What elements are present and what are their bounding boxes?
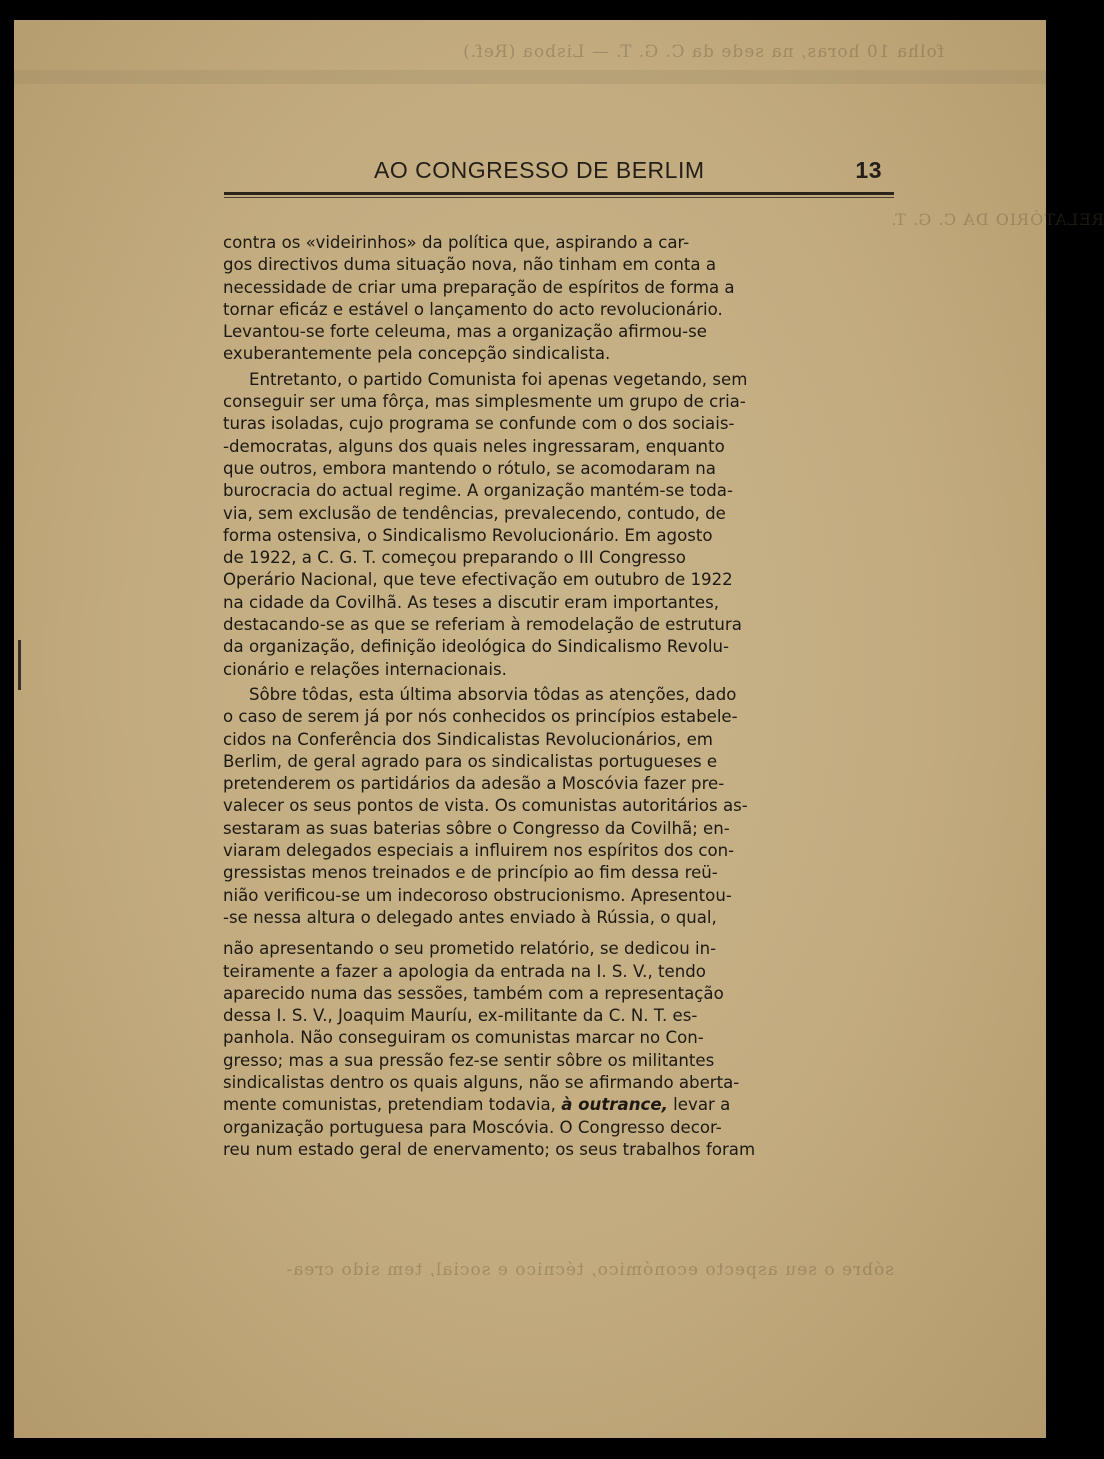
page-section-lower — [223, 938, 891, 1161]
text-line: Levantou-se forte celeuma, mas a organização afirmou-se — [223, 322, 707, 342]
text-line: tornar eficáz e estável o lançamento do acto revolucionário. — [223, 299, 723, 319]
text-line: via, sem exclusão de tendências, prevalecendo, contudo, de — [223, 503, 726, 523]
header-rule-thin — [224, 197, 894, 198]
text-line: organização portuguesa para Moscóvia. O Congresso decor- — [223, 1117, 722, 1137]
text-line: Berlim, de geral agrado para os sindicalistas portugueses e — [223, 751, 718, 771]
text-line: -se nessa altura o delegado antes enviado à Rússia, o qual, — [223, 907, 717, 927]
text-line: exuberantemente pela concepção sindicalista. — [223, 344, 611, 364]
text-line: da organização, definição ideológica do Sindicalismo Revolu- — [223, 637, 729, 657]
text-segment: levar a — [667, 1095, 731, 1115]
text-line: -democratas, alguns dos quais neles ingressaram, enquanto — [223, 436, 725, 456]
text-line: necessidade de criar uma preparação de espíritos de forma a — [223, 277, 735, 297]
text-line: nião verificou-se um indecoroso obstrucionismo. Apresentou- — [223, 885, 732, 905]
paragraph-2 — [223, 369, 891, 681]
text-line: panhola. Não conseguiram os comunistas marcar no Con- — [223, 1028, 704, 1048]
page-sheet — [14, 20, 1104, 1438]
running-header — [374, 157, 894, 187]
page-number: 13 — [855, 157, 882, 183]
text-line: turas isoladas, cujo programa se confunde com o dos sociais- — [223, 414, 735, 434]
text-line: gressistas menos treinados e de princípio ao fim dessa reü- — [223, 863, 718, 883]
text-line: viaram delegados especiais a influirem nos espíritos dos con- — [223, 841, 735, 861]
text-line: conseguir ser uma fôrça, mas simplesmente um grupo de cria- — [223, 392, 746, 412]
text-line: o caso de serem já por nós conhecidos os princípios estabele- — [223, 707, 738, 727]
text-line: pretenderem os partidários da adesão a Moscóvia fazer pre- — [223, 774, 725, 794]
text-line: gos directivos duma situação nova, não tinham em conta a — [223, 255, 717, 275]
text-line: valecer os seus pontos de vista. Os comunistas autoritários as- — [223, 796, 748, 816]
text-line: Entretanto, o partido Comunista foi apenas vegetando, sem — [249, 369, 748, 389]
text-line: teiramente a fazer a apologia da entrada na I. S. V., tendo — [223, 961, 706, 981]
text-line: burocracia do actual regime. A organização mantém-se toda- — [223, 481, 733, 501]
text-line: Operário Nacional, que teve efectivação em outubro de 1922 — [223, 570, 733, 590]
text-line: gresso; mas a sua pressão fez-se sentir sôbre os militantes — [223, 1050, 715, 1070]
show-through-text: sóbre o seu aspecto económico, técnico e social, tem sido crea- — [285, 1260, 894, 1280]
paragraph-1 — [223, 232, 891, 366]
text-line — [223, 1094, 891, 1116]
text-line: na cidade da Covilhã. As teses a discutir eram importantes, — [223, 592, 719, 612]
header-rule — [224, 192, 894, 195]
text-line: cionário e relações internacionais. — [223, 659, 507, 679]
show-through-text: RELATÓRIO DA C. G. T. — [890, 210, 1104, 229]
page-stain — [14, 70, 1046, 84]
text-segment: mente comunistas, pretendiam todavia, — [223, 1095, 556, 1115]
page-fold-mark — [18, 640, 21, 690]
text-line: dessa I. S. V., Joaquim Mauríu, ex-militante da C. N. T. es- — [223, 1006, 698, 1026]
text-line: reu num estado geral de enervamento; os seus trabalhos foram — [223, 1139, 756, 1159]
text-line: forma ostensiva, o Sindicalismo Revolucionário. Em agosto — [223, 525, 713, 545]
text-line: contra os «videirinhos» da política que, aspirando a car- — [223, 233, 690, 252]
body-text — [223, 232, 891, 1161]
text-line: sindicalistas dentro os quais alguns, não se afirmando aberta- — [223, 1072, 740, 1092]
text-line: Sôbre tôdas, esta última absorvia tôdas as atenções, dado — [249, 684, 737, 704]
show-through-text: folha 10 horas, na sede da C. G. T. — Lisboa (Ref.) — [462, 42, 944, 62]
text-line: que outros, embora mantendo o rótulo, se acomodaram na — [223, 458, 716, 478]
emphasis-text: à outrance, — [561, 1095, 668, 1115]
text-line: sestaram as suas baterias sôbre o Congresso da Covilhã; en- — [223, 818, 730, 838]
header-title: AO CONGRESSO DE BERLIM — [374, 157, 705, 183]
paragraph-3 — [223, 684, 891, 1161]
text-line: cidos na Conferência dos Sindicalistas Revolucionários, em — [223, 729, 713, 749]
text-line: destacando-se as que se referiam à remodelação de estrutura — [223, 615, 742, 635]
text-line: não apresentando o seu prometido relatório, se dedicou in- — [223, 939, 717, 959]
text-line: aparecido numa das sessões, também com a representação — [223, 983, 724, 1003]
text-line: de 1922, a C. G. T. começou preparando o III Congresso — [223, 548, 686, 568]
